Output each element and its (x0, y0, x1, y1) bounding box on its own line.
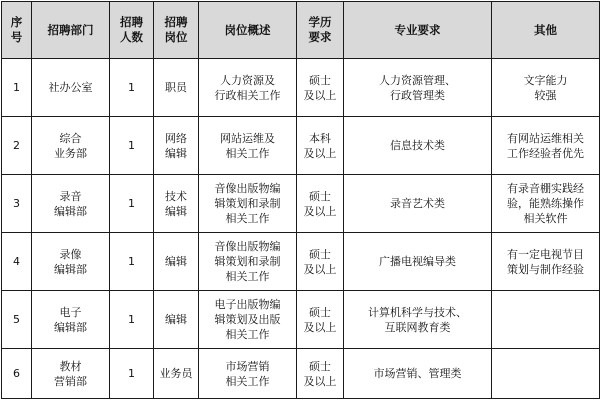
cell-edu: 硕士 及以上 (297, 233, 344, 291)
table-row (2, 233, 600, 291)
cell-other (492, 349, 600, 399)
cell-count: 1 (110, 233, 154, 291)
cell-no: 3 (2, 175, 32, 233)
cell-dept: 电子 编辑部 (32, 291, 110, 349)
cell-edu: 硕士 及以上 (297, 59, 344, 117)
cell-post: 编辑 (154, 291, 199, 349)
cell-no: 1 (2, 59, 32, 117)
cell-other: 有一定电视节目 策划与制作经验 (492, 233, 600, 291)
header-desc: 岗位概述 (199, 2, 297, 59)
table-row (2, 59, 600, 117)
cell-dept: 教材 营销部 (32, 349, 110, 399)
cell-count: 1 (110, 59, 154, 117)
table-row (2, 349, 600, 399)
cell-post: 业务员 (154, 349, 199, 399)
table-row (2, 175, 600, 233)
cell-dept: 录音 编辑部 (32, 175, 110, 233)
cell-desc: 音像出版物编 辑策划和录制 相关工作 (199, 175, 297, 233)
cell-post: 职员 (154, 59, 199, 117)
cell-no: 4 (2, 233, 32, 291)
header-other: 其他 (492, 2, 600, 59)
cell-major: 人力资源管理、 行政管理类 (344, 59, 492, 117)
cell-edu: 硕士 及以上 (297, 175, 344, 233)
header-edu: 学历 要求 (297, 2, 344, 59)
header-major: 专业要求 (344, 2, 492, 59)
cell-edu: 硕士 及以上 (297, 349, 344, 399)
cell-major: 录音艺术类 (344, 175, 492, 233)
cell-other: 有网站运维相关 工作经验者优先 (492, 117, 600, 175)
cell-other (492, 291, 600, 349)
cell-desc: 市场营销 相关工作 (199, 349, 297, 399)
cell-count: 1 (110, 291, 154, 349)
header-no: 序 号 (2, 2, 32, 59)
cell-count: 1 (110, 349, 154, 399)
cell-count: 1 (110, 175, 154, 233)
cell-desc: 音像出版物编 辑策划和录制 相关工作 (199, 233, 297, 291)
cell-major: 广播电视编导类 (344, 233, 492, 291)
cell-dept: 综合 业务部 (32, 117, 110, 175)
cell-major: 信息技术类 (344, 117, 492, 175)
cell-post: 技术 编辑 (154, 175, 199, 233)
header-post: 招聘 岗位 (154, 2, 199, 59)
cell-edu: 硕士 及以上 (297, 291, 344, 349)
table-row (2, 291, 600, 349)
header-dept: 招聘部门 (32, 2, 110, 59)
header-count: 招聘 人数 (110, 2, 154, 59)
cell-other: 有录音棚实践经 验，能熟练操作 相关软件 (492, 175, 600, 233)
cell-desc: 人力资源及 行政相关工作 (199, 59, 297, 117)
cell-major: 计算机科学与技术、 互联网教育类 (344, 291, 492, 349)
cell-post: 网络 编辑 (154, 117, 199, 175)
cell-edu: 本科 及以上 (297, 117, 344, 175)
cell-count: 1 (110, 117, 154, 175)
cell-desc: 网站运维及 相关工作 (199, 117, 297, 175)
cell-desc: 电子出版物编 辑策划及出版 相关工作 (199, 291, 297, 349)
table-row (2, 117, 600, 175)
cell-no: 5 (2, 291, 32, 349)
cell-post: 编辑 (154, 233, 199, 291)
cell-other: 文字能力 较强 (492, 59, 600, 117)
cell-major: 市场营销、管理类 (344, 349, 492, 399)
cell-dept: 录像 编辑部 (32, 233, 110, 291)
cell-dept: 社办公室 (32, 59, 110, 117)
cell-no: 2 (2, 117, 32, 175)
recruitment-table (1, 1, 600, 399)
header-row (2, 2, 600, 59)
cell-no: 6 (2, 349, 32, 399)
